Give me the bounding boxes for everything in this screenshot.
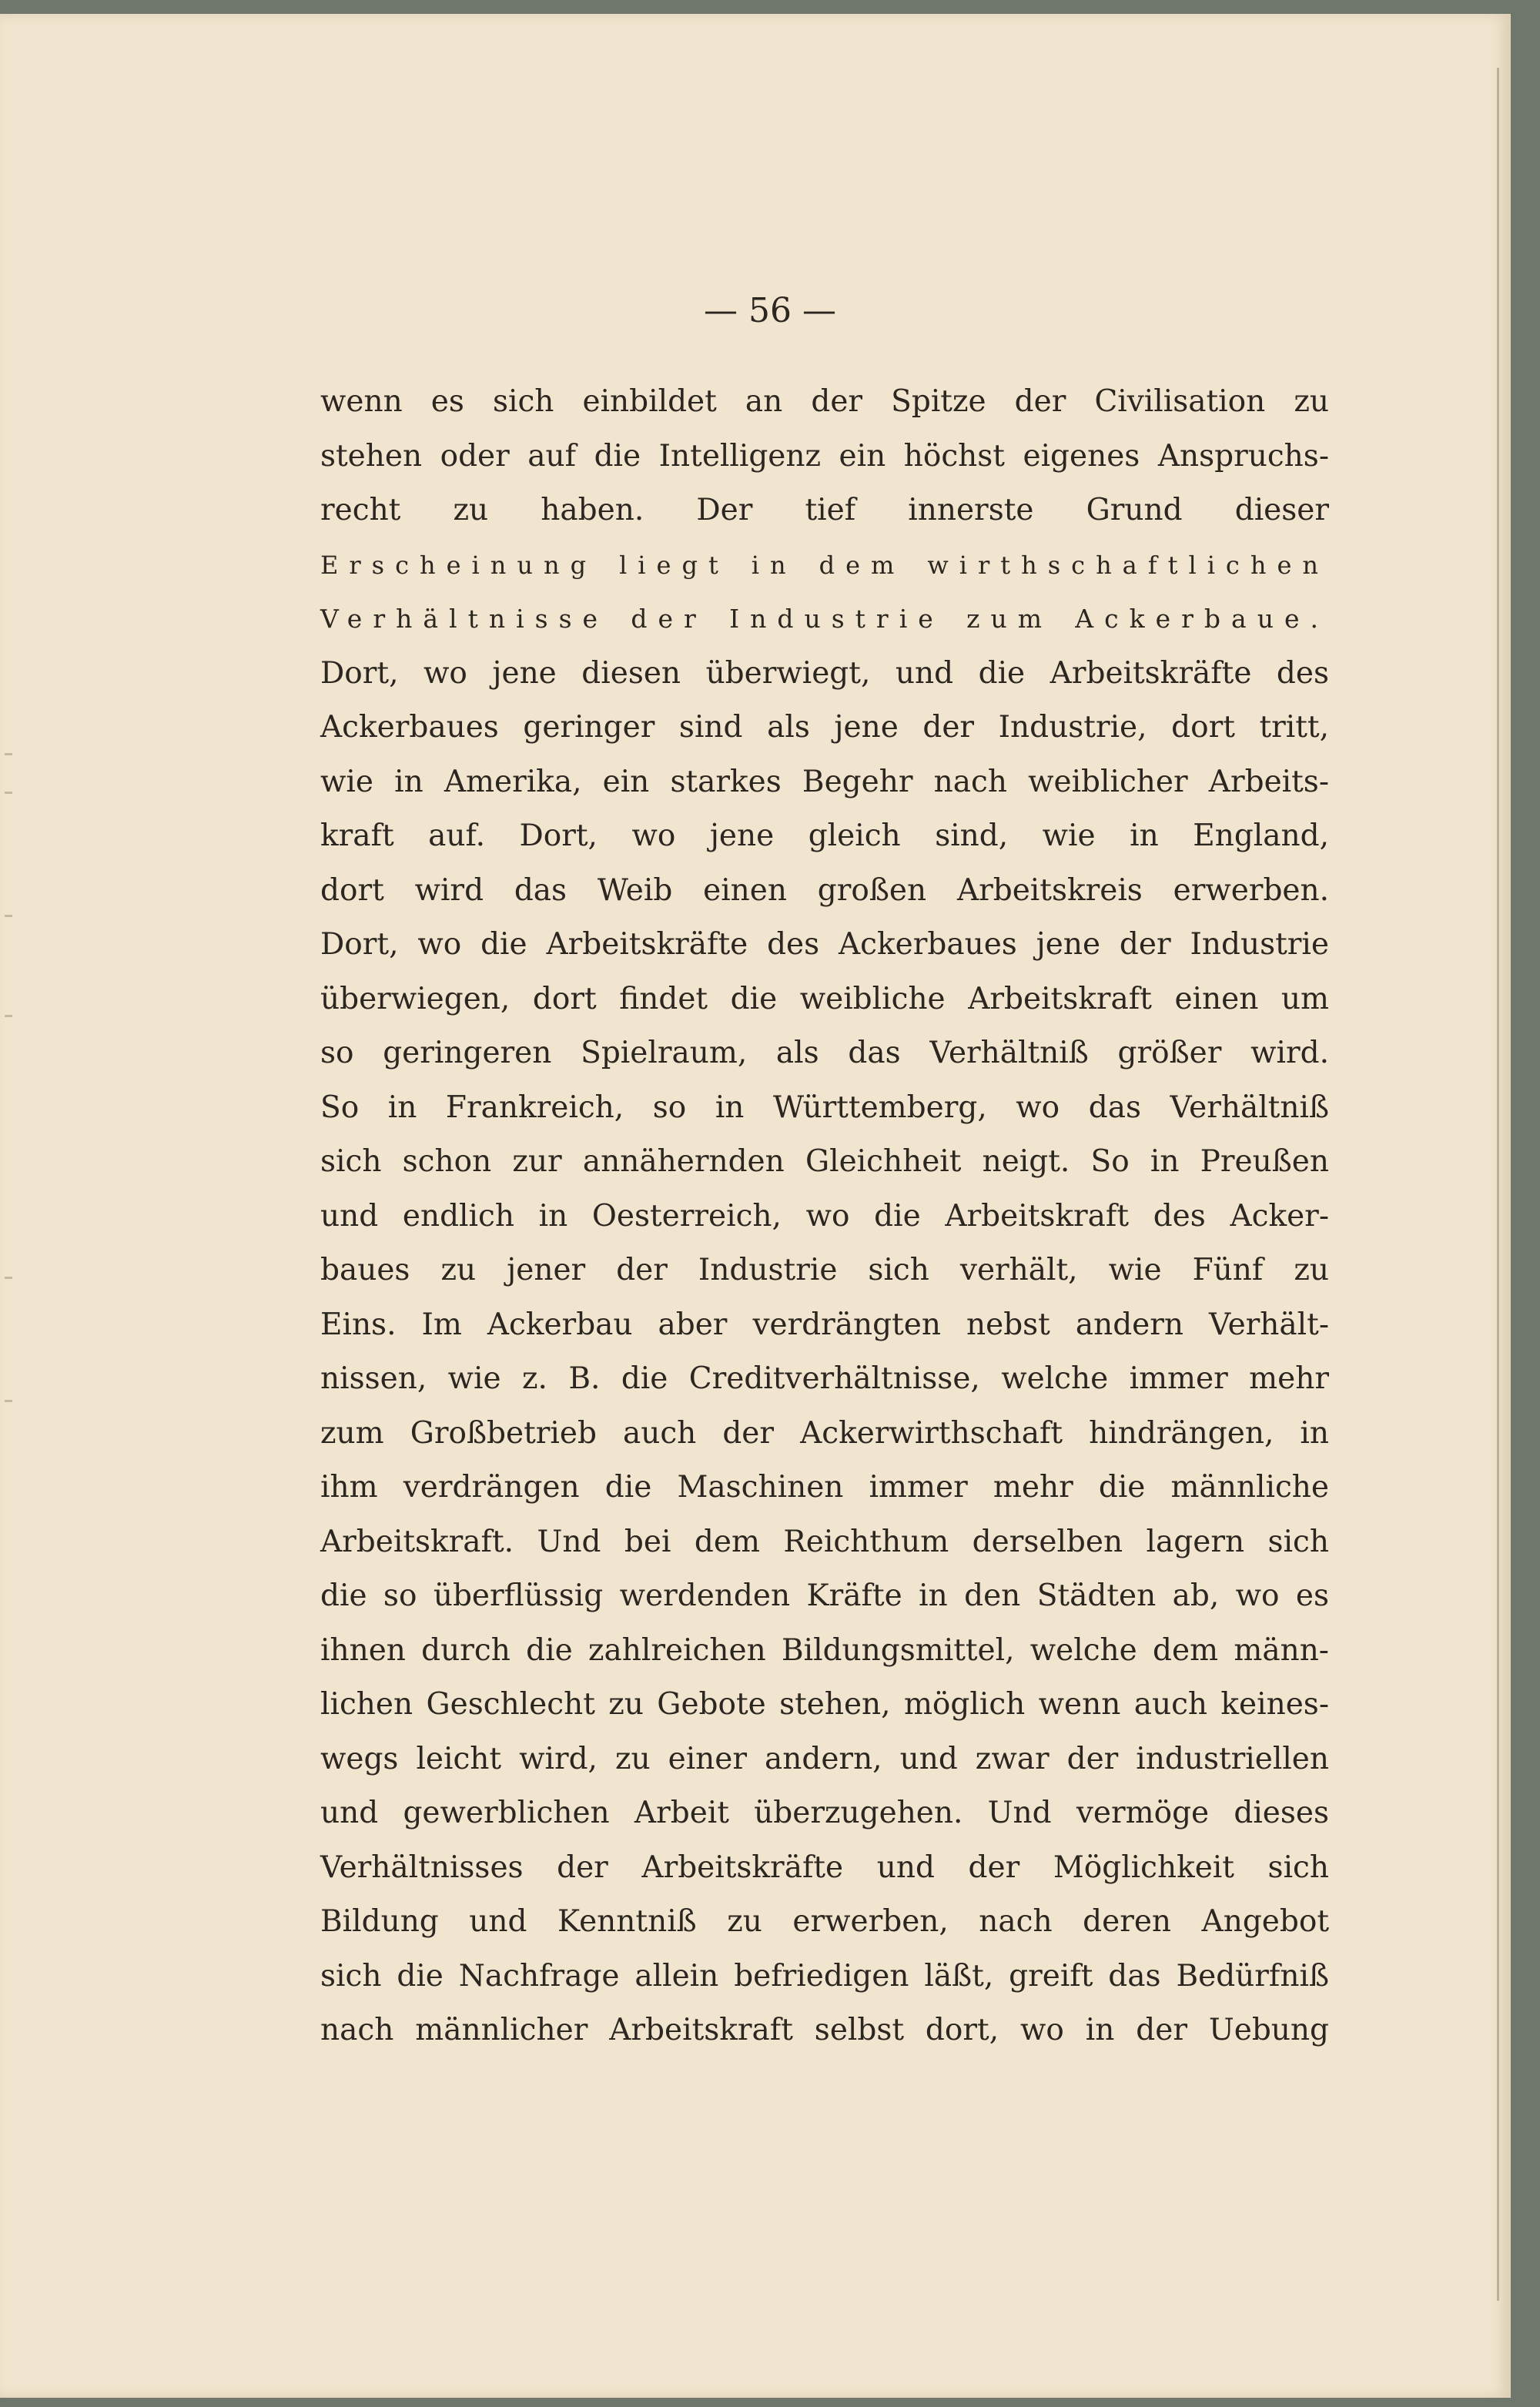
text-line: und gewerblichen Arbeit überzugehen. Und vermöge dieses	[320, 1796, 1329, 1830]
text-line: Dort, wo die Arbeitskräfte des Ackerbaues jene der Industrie	[320, 927, 1329, 962]
margin-mark	[5, 915, 12, 917]
text-line: die so überflüssig werdenden Kräfte in den Städten ab, wo es	[320, 1578, 1329, 1613]
text-line: Verhältnisses der Arbeitskräfte und der Möglichkeit sich	[320, 1850, 1329, 1885]
text-line: sich schon zur annähernden Gleichheit neigt. So in Preußen	[320, 1144, 1329, 1179]
binding-edge	[1497, 68, 1499, 2301]
text-line: wie in Amerika, ein starkes Begehr nach weiblicher Arbeits-	[320, 764, 1329, 799]
text-line: recht zu haben. Der tief innerste Grund dieser	[320, 493, 1329, 527]
text-line: Ackerbaues geringer sind als jene der Industrie, dort tritt,	[320, 710, 1329, 745]
text-line: zum Großbetrieb auch der Ackerwirthschaft hindrängen, in	[320, 1415, 1329, 1451]
text-line: ihm verdrängen die Maschinen immer mehr die männliche	[320, 1470, 1329, 1505]
text-line: Arbeitskraft. Und bei dem Reichthum derselben lagern sich	[320, 1524, 1329, 1559]
text-line: Bildung und Kenntniß zu erwerben, nach deren Angebot	[320, 1904, 1329, 1939]
text-line: Dort, wo jene diesen überwiegt, und die Arbeitskräfte des	[320, 655, 1329, 691]
text-line: baues zu jener der Industrie sich verhält, wie Fünf zu	[320, 1253, 1329, 1287]
margin-mark	[5, 1400, 12, 1402]
margin-mark	[5, 792, 12, 794]
text-line: wegs leicht wird, zu einer andern, und zwar der industriellen	[320, 1741, 1329, 1776]
body-text	[320, 375, 1329, 2058]
text-line: Erscheinung liegt in dem wirthschaftlichen	[320, 550, 1329, 580]
text-line: überwiegen, dort findet die weibliche Arbeitskraft einen um	[320, 981, 1329, 1016]
text-line: lichen Geschlecht zu Gebote stehen, möglich wenn auch keines-	[320, 1687, 1329, 1722]
text-line: kraft auf. Dort, wo jene gleich sind, wie in England,	[320, 819, 1329, 853]
text-line: dort wird das Weib einen großen Arbeitskreis erwerben.	[320, 872, 1329, 908]
text-line: wenn es sich einbildet an der Spitze der Civilisation zu	[320, 384, 1329, 419]
text-line: so geringeren Spielraum, als das Verhältniß größer wird.	[320, 1036, 1329, 1070]
text-line: nach männlicher Arbeitskraft selbst dort, wo in der Uebung	[320, 2013, 1329, 2047]
text-line: So in Frankreich, so in Württemberg, wo das Verhältniß	[320, 1090, 1329, 1125]
text-line: sich die Nachfrage allein befriedigen läßt, greift das Bedürfniß	[320, 1958, 1329, 1994]
text-line: Eins. Im Ackerbau aber verdrängten nebst andern Verhält-	[320, 1307, 1329, 1342]
page-number: — 56 —	[704, 291, 836, 330]
margin-mark	[5, 1015, 12, 1017]
text-line: stehen oder auf die Intelligenz ein höchst eigenes Anspruchs-	[320, 438, 1329, 474]
margin-mark	[5, 1277, 12, 1279]
margin-mark	[5, 753, 12, 755]
text-line: ihnen durch die zahlreichen Bildungsmittel, welche dem männ-	[320, 1632, 1329, 1668]
text-line: Verhältnisse der Industrie zum Ackerbaue.	[320, 604, 1329, 634]
text-line: und endlich in Oesterreich, wo die Arbeitskraft des Acker-	[320, 1198, 1329, 1234]
text-line: nissen, wie z. B. die Creditverhältnisse, welche immer mehr	[320, 1361, 1329, 1396]
